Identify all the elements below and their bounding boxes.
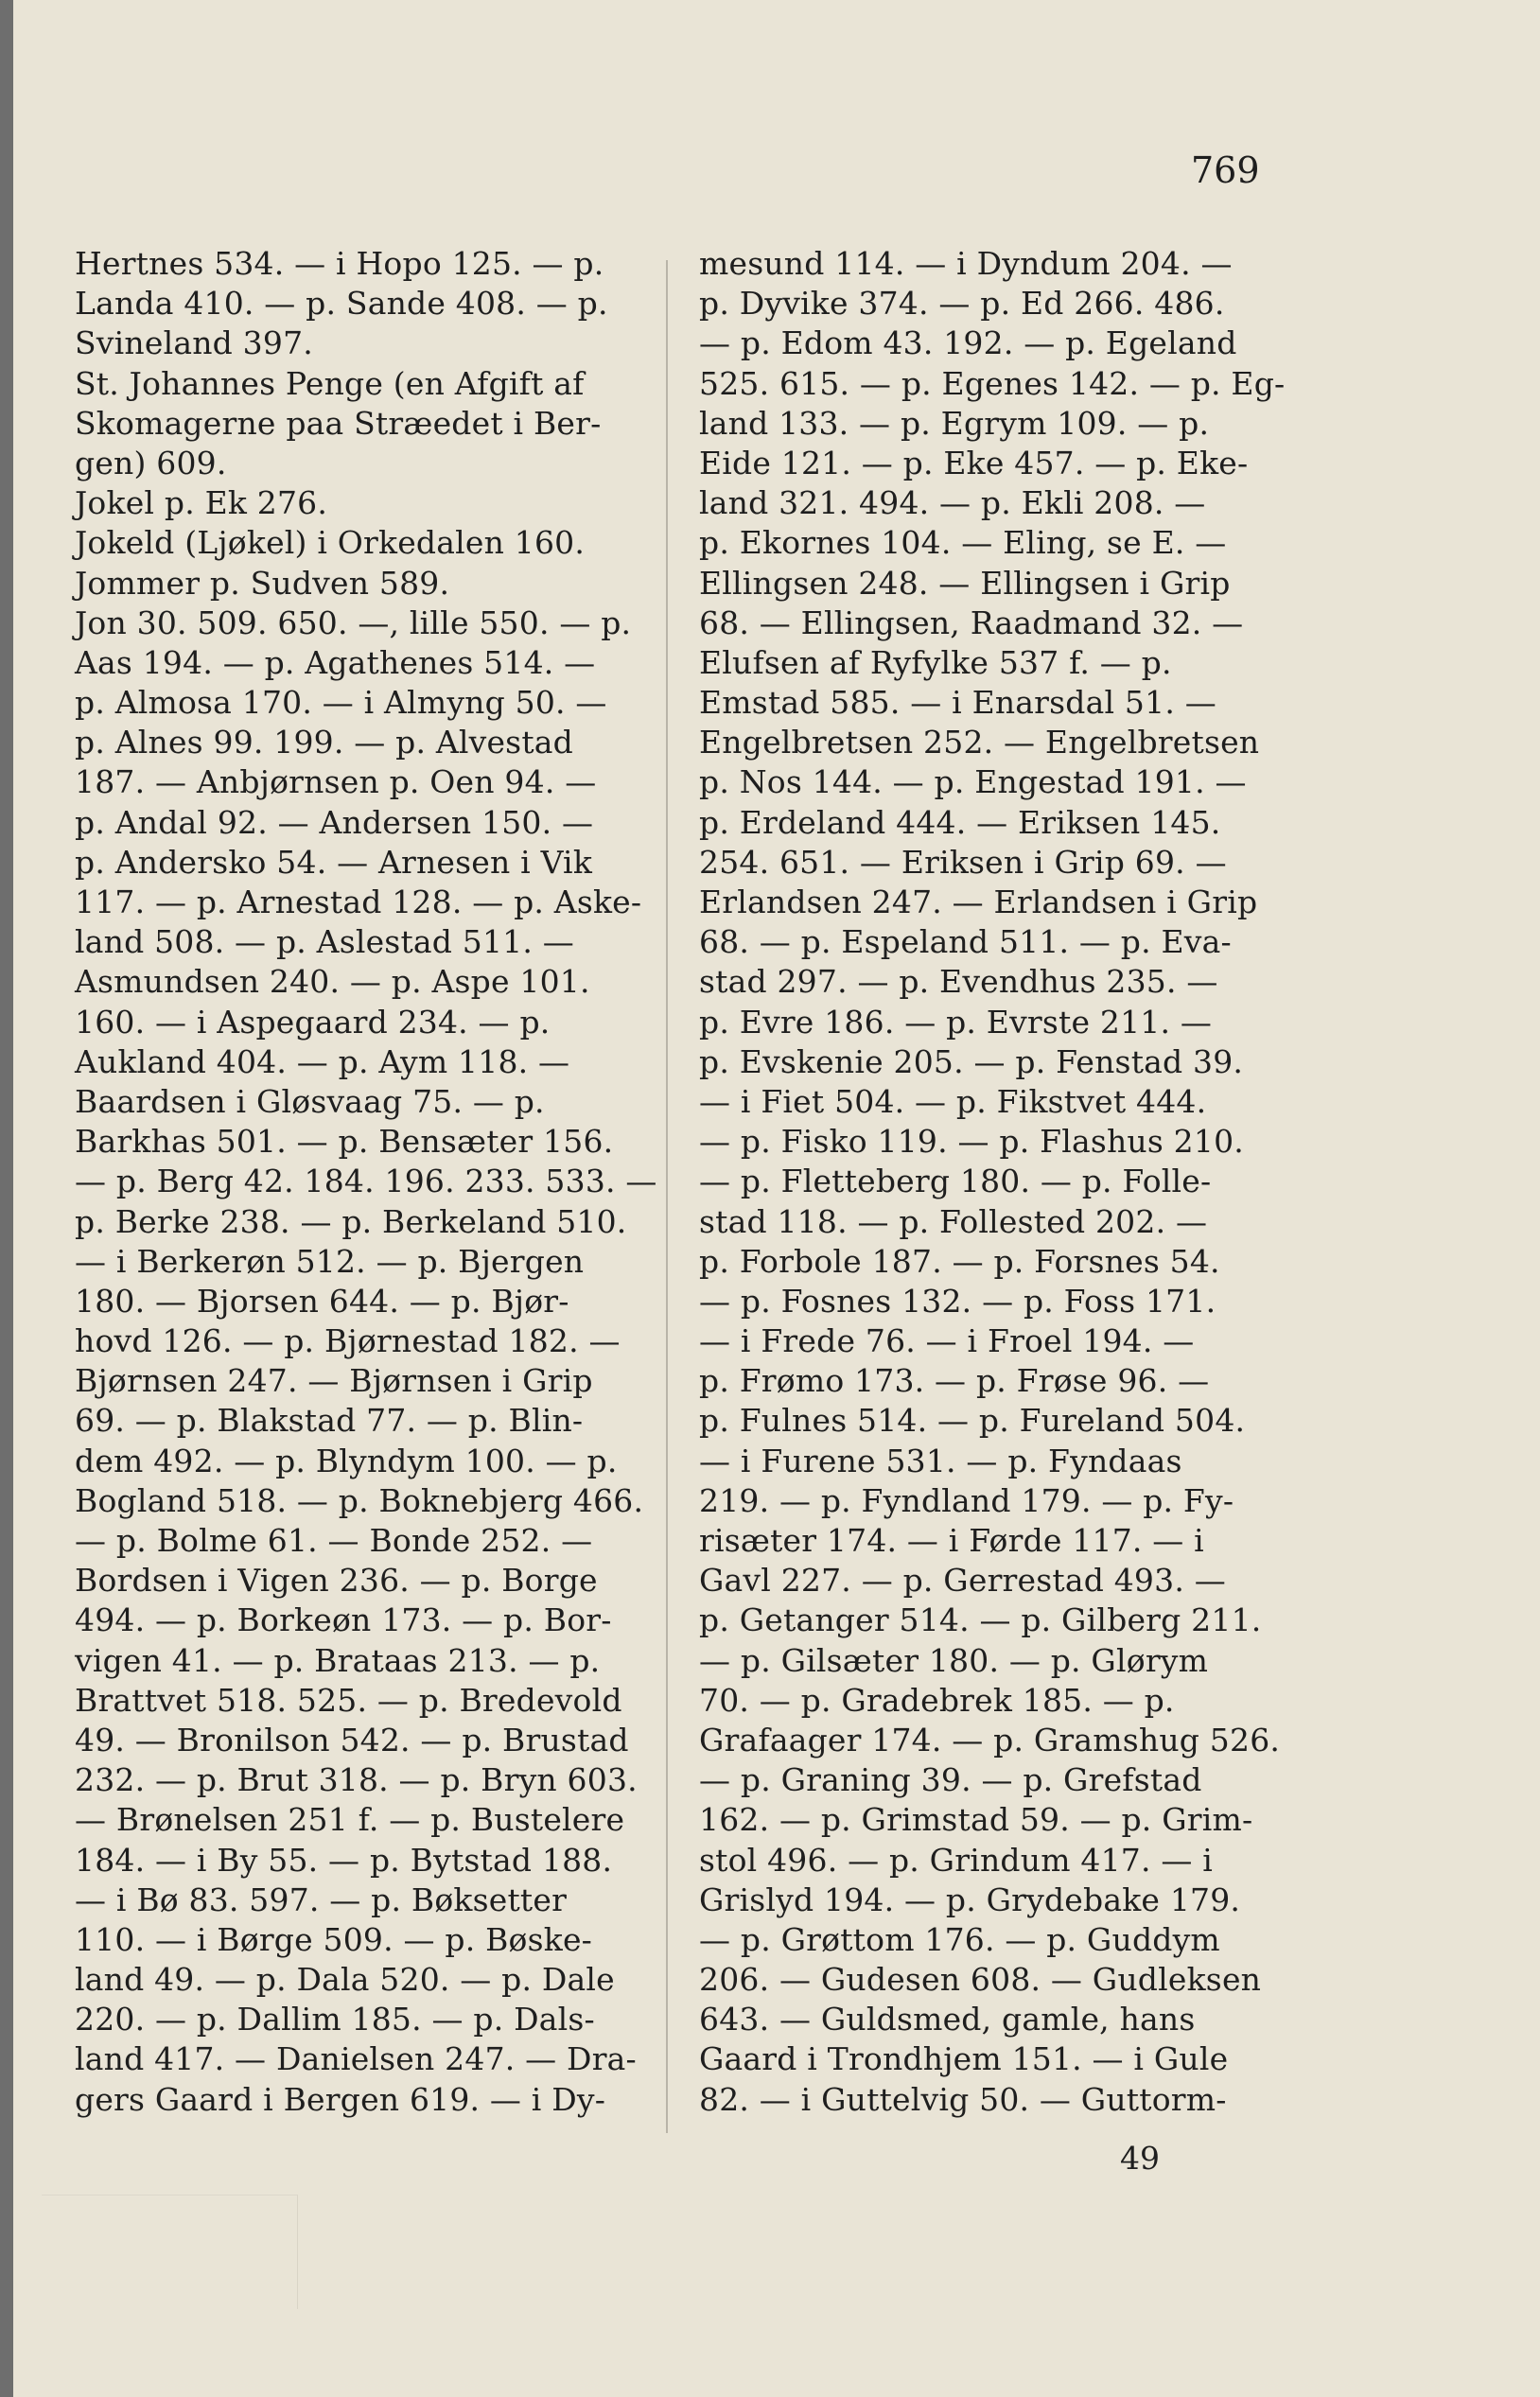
index-line: land 417. — Danielsen 247. — Dra-	[75, 2040, 637, 2078]
index-line: Aukland 404. — p. Aym 118. —	[75, 1042, 570, 1080]
index-line: p. Alnes 99. 199. — p. Alvestad	[75, 724, 573, 761]
index-line: — p. Fisko 119. — p. Flashus 210.	[699, 1123, 1244, 1161]
index-line: vigen 41. — p. Brataas 213. — p.	[75, 1641, 601, 1679]
index-line: — i Frede 76. — i Froel 194. —	[699, 1322, 1195, 1360]
index-line: p. Berke 238. — p. Berkeland 510.	[75, 1202, 627, 1240]
index-line: 643. — Guldsmed, gamle, hans	[699, 2001, 1196, 2038]
index-line: Jommer p. Sudven 589.	[75, 564, 450, 602]
index-line: Grislyd 194. — p. Grydebake 179.	[699, 1881, 1241, 1918]
index-line: Engelbretsen 252. — Engelbretsen	[699, 724, 1260, 761]
index-line: Bjørnsen 247. — Bjørnsen i Grip	[75, 1362, 593, 1400]
index-line: land 321. 494. — p. Ekli 208. —	[699, 484, 1206, 522]
index-line: 69. — p. Blakstad 77. — p. Blin-	[75, 1402, 584, 1440]
index-line: Baardsen i Gløsvaag 75. — p.	[75, 1082, 545, 1120]
index-line: — i Berkerøn 512. — p. Bjergen	[75, 1242, 585, 1280]
index-line: 187. — Anbjørnsen p. Oen 94. —	[75, 763, 597, 801]
index-line: — p. Gilsæter 180. — p. Glørym	[699, 1641, 1209, 1679]
index-line: Elufsen af Ryfylke 537 f. — p.	[699, 643, 1172, 681]
index-line: Hertnes 534. — i Hopo 125. — p.	[75, 245, 604, 282]
index-line: Eide 121. — p. Eke 457. — p. Eke-	[699, 444, 1249, 481]
index-line: 162. — p. Grimstad 59. — p. Grim-	[699, 1801, 1253, 1839]
index-line: 68. — Ellingsen, Raadmand 32. —	[699, 604, 1244, 641]
index-line: 184. — i By 55. — p. Bytstad 188.	[75, 1841, 613, 1879]
index-line: Jokel p. Ek 276.	[75, 484, 328, 522]
index-line: stad 297. — p. Evendhus 235. —	[699, 963, 1218, 1001]
index-line: — i Fiet 504. — p. Fikstvet 444.	[699, 1082, 1207, 1120]
index-line: land 49. — p. Dala 520. — p. Dale	[75, 1961, 615, 1999]
index-line: p. Nos 144. — p. Engestad 191. —	[699, 763, 1247, 801]
index-line: — p. Fletteberg 180. — p. Folle-	[699, 1163, 1212, 1200]
index-line: Emstad 585. — i Enarsdal 51. —	[699, 684, 1216, 722]
index-line: Skomagerne paa Stræedet i Ber-	[75, 404, 602, 442]
column-divider	[666, 260, 668, 2133]
index-line: p. Ekornes 104. — Eling, se E. —	[699, 524, 1227, 562]
index-line: — p. Berg 42. 184. 196. 233. 533. —	[75, 1163, 657, 1200]
index-line: 82. — i Guttelvig 50. — Guttorm-	[699, 2080, 1227, 2118]
index-line: 70. — p. Gradebrek 185. — p.	[699, 1681, 1175, 1719]
index-line: gers Gaard i Bergen 619. — i Dy-	[75, 2080, 606, 2118]
index-line: 68. — p. Espeland 511. — p. Eva-	[699, 923, 1232, 961]
index-line: p. Almosa 170. — i Almyng 50. —	[75, 684, 607, 722]
index-line: — i Furene 531. — p. Fyndaas	[699, 1442, 1182, 1479]
index-line: p. Andersko 54. — Arnesen i Vik	[75, 843, 593, 881]
index-line: — p. Graning 39. — p. Grefstad	[699, 1761, 1202, 1799]
index-line: Svineland 397.	[75, 324, 313, 362]
index-line: 117. — p. Arnestad 128. — p. Aske-	[75, 884, 642, 920]
index-line: p. Frømo 173. — p. Frøse 96. —	[699, 1362, 1210, 1400]
index-line: stol 496. — p. Grindum 417. — i	[699, 1841, 1213, 1879]
index-line: 220. — p. Dallim 185. — p. Dals-	[75, 2001, 595, 2038]
index-line: Asmundsen 240. — p. Aspe 101.	[75, 963, 590, 1001]
page-number: 769	[1191, 149, 1260, 191]
index-line: — p. Fosnes 132. — p. Foss 171.	[699, 1282, 1216, 1320]
index-line: stad 118. — p. Follested 202. —	[699, 1202, 1208, 1240]
index-line: — i Bø 83. 597. — p. Bøksetter	[75, 1881, 568, 1918]
index-line: p. Getanger 514. — p. Gilberg 211.	[699, 1601, 1262, 1639]
index-line: Barkhas 501. — p. Bensæter 156.	[75, 1123, 614, 1161]
index-line: Jon 30. 509. 650. —, lille 550. — p.	[75, 604, 632, 641]
index-line: 110. — i Børge 509. — p. Bøske-	[75, 1920, 593, 1958]
index-line: Landa 410. — p. Sande 408. — p.	[75, 285, 608, 323]
index-line: 180. — Bjorsen 644. — p. Bjør-	[75, 1282, 569, 1320]
index-line: 160. — i Aspegaard 234. — p.	[75, 1003, 551, 1041]
signature-mark: 49	[1120, 2140, 1160, 2177]
index-line: Grafaager 174. — p. Gramshug 526.	[699, 1721, 1281, 1758]
index-line: 232. — p. Brut 318. — p. Bryn 603.	[75, 1761, 638, 1799]
index-line: St. Johannes Penge (en Afgift af	[75, 364, 585, 402]
index-column-left	[75, 244, 661, 2120]
index-line: Ellingsen 248. — Ellingsen i Grip	[699, 564, 1231, 602]
index-line: Gaard i Trondhjem 151. — i Gule	[699, 2040, 1229, 2078]
index-line: Bogland 518. — p. Boknebjerg 466.	[75, 1481, 644, 1519]
index-line: — Brønelsen 251 f. — p. Bustelere	[75, 1801, 625, 1839]
index-line: Gavl 227. — p. Gerrestad 493. —	[699, 1562, 1226, 1600]
index-line: p. Erdeland 444. — Eriksen 145.	[699, 803, 1221, 841]
index-line: 219. — p. Fyndland 179. — p. Fy-	[699, 1481, 1234, 1519]
index-line: — p. Grøttom 176. — p. Guddym	[699, 1920, 1220, 1958]
index-line: — p. Edom 43. 192. — p. Egeland	[699, 324, 1237, 362]
index-line: 254. 651. — Eriksen i Grip 69. —	[699, 843, 1227, 881]
index-line: hovd 126. — p. Bjørnestad 182. —	[75, 1322, 621, 1360]
index-column-right	[699, 244, 1286, 2120]
index-line: p. Evskenie 205. — p. Fenstad 39.	[699, 1042, 1244, 1080]
index-line: Aas 194. — p. Agathenes 514. —	[75, 643, 596, 681]
index-line: p. Forbole 187. — p. Forsnes 54.	[699, 1242, 1220, 1280]
page-corner-mark	[42, 2195, 298, 2309]
index-line: 206. — Gudesen 608. — Gudleksen	[699, 1961, 1262, 1999]
index-line: p. Evre 186. — p. Evrste 211. —	[699, 1003, 1213, 1041]
index-line: land 133. — p. Egrym 109. — p.	[699, 404, 1210, 442]
index-line: p. Andal 92. — Andersen 150. —	[75, 803, 594, 841]
index-line: gen) 609.	[75, 444, 227, 481]
index-line: mesund 114. — i Dyndum 204. —	[699, 245, 1233, 282]
index-line: 494. — p. Borkeøn 173. — p. Bor-	[75, 1601, 612, 1639]
index-line: Jokeld (Ljøkel) i Orkedalen 160.	[75, 524, 586, 562]
index-line: p. Dyvike 374. — p. Ed 266. 486.	[699, 285, 1225, 323]
index-line: 525. 615. — p. Egenes 142. — p. Eg-	[699, 364, 1286, 402]
index-line: Brattvet 518. 525. — p. Bredevold	[75, 1681, 622, 1719]
index-line: dem 492. — p. Blyndym 100. — p.	[75, 1442, 618, 1479]
index-line: p. Fulnes 514. — p. Fureland 504.	[699, 1402, 1246, 1440]
index-line: Erlandsen 247. — Erlandsen i Grip	[699, 884, 1258, 920]
index-line: — p. Bolme 61. — Bonde 252. —	[75, 1522, 593, 1559]
index-line: risæter 174. — i Førde 117. — i	[699, 1522, 1204, 1559]
index-line: 49. — Bronilson 542. — p. Brustad	[75, 1721, 629, 1758]
book-page	[13, 0, 1540, 2397]
index-line: Bordsen i Vigen 236. — p. Borge	[75, 1562, 598, 1600]
index-line: land 508. — p. Aslestad 511. —	[75, 923, 574, 961]
